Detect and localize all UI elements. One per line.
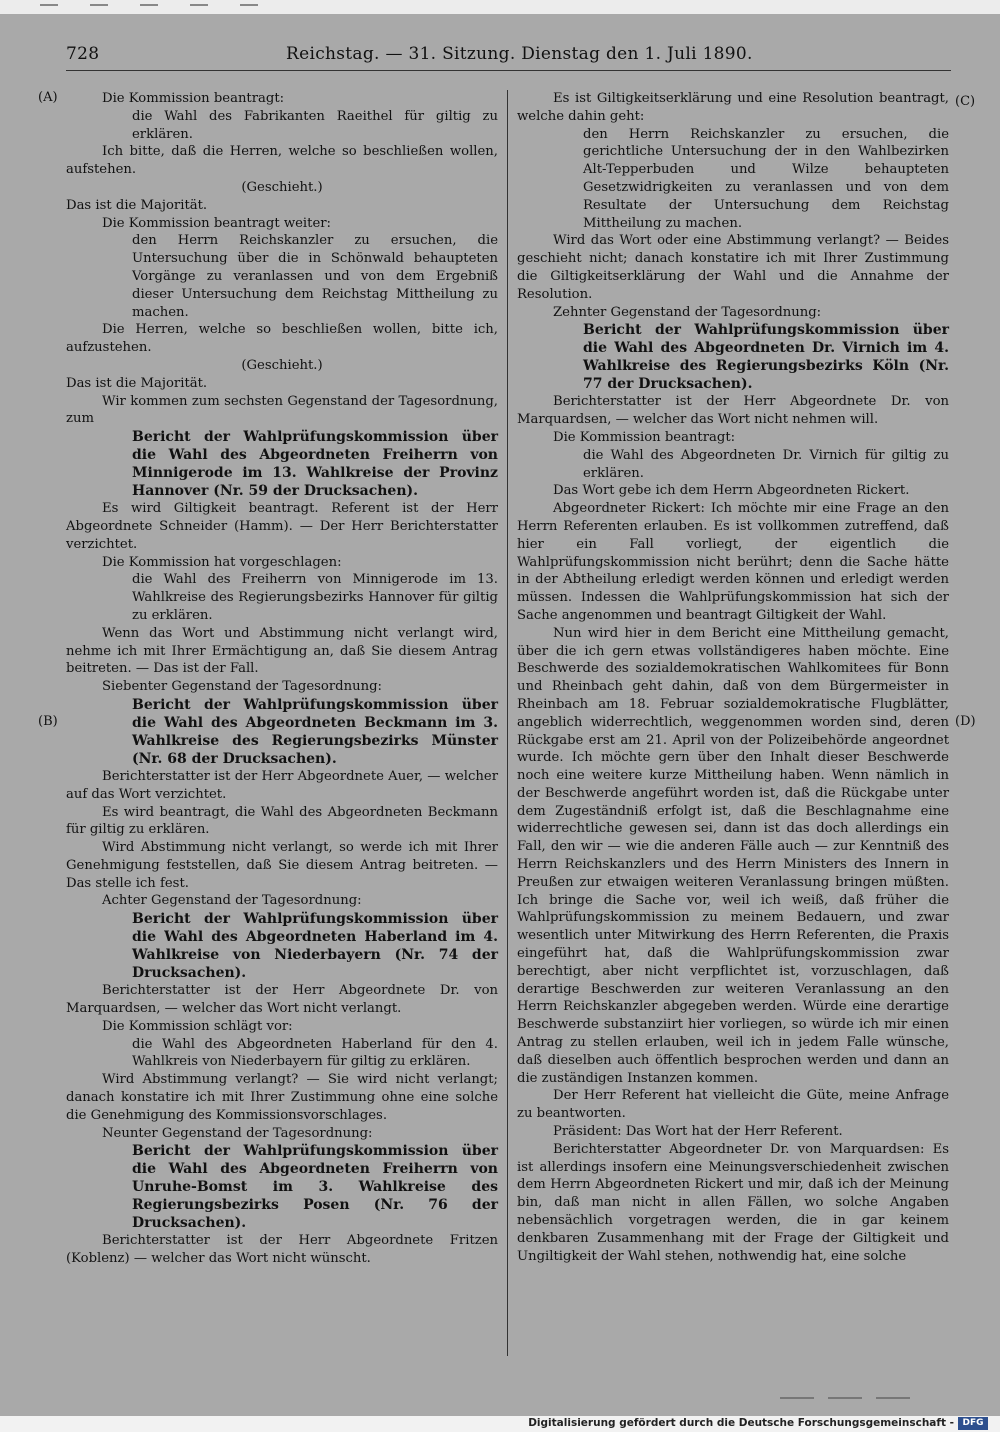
agenda-heading: Bericht der Wahlprüfungskommission über die Wahl des Abgeordneten Freiherrn von Unruhe-Bomst im 3. Wahlkreise des Regierungsbezirks Posen (Nr. 76 der Drucksachen). [132, 1143, 498, 1232]
margin-mark-a: (A) [38, 90, 58, 105]
agenda-heading: Bericht der Wahlprüfungskommission über die Wahl des Abgeordneten Freiherrn von Minnigerode im 13. Wahlkreise der Provinz Hannover (Nr. 59 der Drucksachen). [132, 429, 498, 500]
agenda-heading: Bericht der Wahlprüfungskommission über die Wahl des Abgeordneten Dr. Virnich im 4. Wahlkreise des Regierungsbezirks Köln (Nr. 77 der Drucksachen). [583, 322, 949, 393]
top-strip [0, 0, 1000, 14]
paragraph: (Geschieht.) [241, 357, 323, 373]
page-number: 728 [66, 44, 100, 64]
paragraph: Die Kommission beantragt: [102, 91, 285, 106]
running-title: Reichstag. — 31. Sitzung. Dienstag den 1. Juli 1890. [286, 44, 753, 64]
paragraph: Wird Abstimmung nicht verlangt, so werde ich mit Ihrer Genehmigung feststellen, daß Sie diesem Antrag beitreten. — Das stelle ich fest. [66, 840, 498, 891]
paragraph: Berichterstatter ist der Herr Abgeordnete Auer, — welcher auf das Wort verzichtet. [66, 768, 498, 802]
paragraph: Abgeordneter Rickert: Ich möchte mir eine Frage an den Herrn Referenten erlauben. Es ist vollkommen zutreffend, daß hier ein Fall vorliegt, der eigentlich die Wahlprüfungskommission nicht berührt; denn die Sache hätte in der Abtheilung erledigt werden können und erledigt werden müssen. Indessen die Wahlprüfungskommission hat sich der Sache angenommen und beantragt Giltigkeit der Wahl. [517, 501, 949, 623]
paragraph: die Wahl des Abgeordneten Dr. Virnich für giltig zu erklären. [583, 447, 949, 481]
paragraph: Es wird Giltigkeit beantragt. Referent ist der Herr Abgeordnete Schneider (Hamm). — Der Herr Berichterstatter verzichtet. [66, 501, 498, 552]
paragraph: Der Herr Referent hat vielleicht die Güte, meine Anfrage zu beantworten. [517, 1088, 949, 1122]
agenda-heading: Bericht der Wahlprüfungskommission über die Wahl des Abgeordneten Haberland im 4. Wahlkreise von Niederbayern (Nr. 74 der Drucksachen). [132, 911, 498, 982]
paragraph: (Geschieht.) [241, 179, 323, 195]
footer-text: Digitalisierung gefördert durch die Deutsche Forschungsgemeinschaft - [528, 1417, 954, 1429]
page-header [66, 44, 956, 68]
paragraph: Es wird beantragt, die Wahl des Abgeordneten Beckmann für giltig zu erklären. [66, 804, 498, 838]
paragraph: Die Kommission beantragt: [553, 429, 736, 445]
paragraph: Achter Gegenstand der Tagesordnung: [102, 893, 362, 909]
paragraph: den Herrn Reichskanzler zu ersuchen, die Untersuchung über die in Schönwald behaupteten Vorgänge zu veranlassen und von dem Ergebniß dieser Untersuchung dem Reichstag Mittheilung zu machen. [132, 233, 498, 320]
paragraph: Wird das Wort oder eine Abstimmung verlangt? — Beides geschieht nicht; danach konstatire ich mit Ihrer Zustimmung die Giltigkeitserklärung der Wahl und die Annahme der Resolution. [517, 233, 949, 302]
strip-tick [140, 4, 158, 6]
paragraph: Wird Abstimmung verlangt? — Sie wird nicht verlangt; danach konstatire ich mit Ihrer Zustimmung ohne eine solche die Genehmigung des Kommissionsvorschlages. [66, 1072, 498, 1123]
paragraph: Berichterstatter ist der Herr Abgeordnete Dr. von Marquardsen, — welcher das Wort nicht verlangt. [66, 983, 498, 1017]
paragraph: Neunter Gegenstand der Tagesordnung: [102, 1125, 373, 1141]
bottom-rule [780, 1397, 814, 1399]
strip-tick [190, 4, 208, 6]
paragraph: Siebenter Gegenstand der Tagesordnung: [102, 679, 382, 695]
paragraph: Das Wort gebe ich dem Herrn Abgeordneten Rickert. [553, 483, 910, 499]
paragraph: Die Kommission schlägt vor: [102, 1018, 293, 1034]
paragraph: Die Herren, welche so beschließen wollen, bitte ich, aufzustehen. [66, 322, 498, 356]
paragraph: Die Kommission hat vorgeschlagen: [102, 554, 342, 570]
paragraph: Wir kommen zum sechsten Gegenstand der Tagesordnung, zum [66, 393, 498, 427]
paragraph: Nun wird hier in dem Bericht eine Mittheilung gemacht, über die ich gern etwas vollständigeres haben möchte. Eine Beschwerde des sozialdemokratischen Wahlkomitees für Bonn und Rheinbach geht dahin, daß von dem Bürgermeister in Rheinbach am 18. Februar sozialdemokratische Flugblätter, angeblich widerrechtlich, weggenommen worden sind, deren Rückgabe erst am 21. April von der Polizeibehörde angeordnet wurde. Ich möchte gern über den Inhalt dieser Beschwerde noch eine weitere kurze Mittheilung haben. Wenn nämlich in der Beschwerde angeführt worden ist, daß die Rückgabe unter dem Zugeständniß erfolgt ist, daß die Beschlagnahme eine widerrechtliche gewesen sei, dann ist das doch allerdings ein Fall, den wir — wie die anderen Fälle auch — zur Kenntniß des Herrn Reichskanzlers und des Herrn Ministers des Innern in Preußen zur etwaigen weiteren Veranlassung bringen müßten. Ich bringe die Sache vor, weil ich weiß, daß früher die Wahlprüfungskommission zu meinem Bedauern, und zwar wesentlich unter Mitwirkung des Herrn Referenten, die Praxis eingeführt hat, daß die Wahlprüfungskommission zwar berechtigt, aber nicht verpflichtet ist, vorzuschlagen, daß derartige Beschwerden zur weiteren Veranlassung an den Herrn Reichskanzler abgegeben werden. Würde eine derartige Beschwerde substanziirt hier vorliegen, so würde ich mir einen Antrag zu stellen erlauben, weil ich in jedem Falle wünsche, daß dieselben auch öffentlich besprochen werden und dann an die zuständigen Instanzen kommen. [517, 625, 949, 1086]
paragraph: Das ist die Majorität. [66, 375, 208, 391]
dfg-logo: DFG [958, 1417, 988, 1430]
paragraph: Präsident: Das Wort hat der Herr Referent. [553, 1124, 843, 1140]
paragraph: Ich bitte, daß die Herren, welche so beschließen wollen, aufstehen. [66, 144, 498, 178]
paragraph: Berichterstatter Abgeordneter Dr. von Marquardsen: Es ist allerdings insofern eine Meinungsverschiedenheit zwischen dem Herrn Abgeordneten Rickert und mir, daß ich der Meinung bin, daß man nicht in allen Fällen, wo solche Angaben nebensächlich vorgetragen werden, die in gar keinem denkbaren Zusammenhang mit der Frage der Giltigkeit und Ungiltigkeit der Wahl stehen, nothwendig hat, eine solche [517, 1141, 949, 1264]
column-rule [507, 90, 508, 1356]
scanned-page [0, 14, 1000, 1416]
paragraph: Wenn das Wort und Abstimmung nicht verlangt wird, nehme ich mit Ihrer Ermächtigung an, daß Sie diesem Antrag beitreten. — Das ist der Fall. [66, 625, 498, 677]
paragraph: Berichterstatter ist der Herr Abgeordnete Fritzen (Koblenz) — welcher das Wort nicht wünscht. [66, 1233, 498, 1267]
bottom-rule [876, 1397, 910, 1399]
margin-mark-d: (D) [955, 714, 976, 729]
digitization-footer [0, 1416, 1000, 1432]
paragraph: den Herrn Reichskanzler zu ersuchen, die gerichtliche Untersuchung der in den Wahlbezirken Alt-Tepperbuden und Wilze behaupteten Gesetzwidrigkeiten zu veranlassen und von dem Resultate der Untersuchung dem Reichstag Mittheilung zu machen. [583, 126, 949, 231]
agenda-heading: Bericht der Wahlprüfungskommission über die Wahl des Abgeordneten Beckmann im 3. Wahlkreise des Regierungsbezirks Münster (Nr. 68 der Drucksachen). [132, 696, 498, 767]
paragraph: die Wahl des Freiherrn von Minnigerode im 13. Wahlkreise des Regierungsbezirks Hannover für giltig zu erklären. [132, 572, 498, 623]
strip-tick [90, 4, 108, 6]
margin-mark-c: (C) [955, 94, 976, 109]
strip-tick [240, 4, 258, 6]
margin-mark-b: (B) [38, 714, 58, 729]
header-rule [66, 70, 951, 71]
paragraph: Es ist Giltigkeitserklärung und eine Resolution beantragt, welche dahin geht: [517, 91, 949, 124]
bottom-rules [780, 1384, 924, 1403]
paragraph: Berichterstatter ist der Herr Abgeordnete Dr. von Marquardsen, — welcher das Wort nicht nehmen will. [517, 394, 949, 428]
paragraph: die Wahl des Abgeordneten Haberland für den 4. Wahlkreis von Niederbayern für giltig zu erklären. [132, 1036, 498, 1070]
paragraph: die Wahl des Fabrikanten Raeithel für giltig zu erklären. [132, 108, 498, 142]
paragraph: Das ist die Majorität. [66, 197, 208, 213]
strip-tick [40, 4, 58, 6]
paragraph: Die Kommission beantragt weiter: [102, 215, 331, 231]
right-column [517, 90, 949, 1265]
paragraph: Zehnter Gegenstand der Tagesordnung: [553, 304, 822, 320]
left-column [66, 90, 498, 1268]
bottom-rule [828, 1397, 862, 1399]
